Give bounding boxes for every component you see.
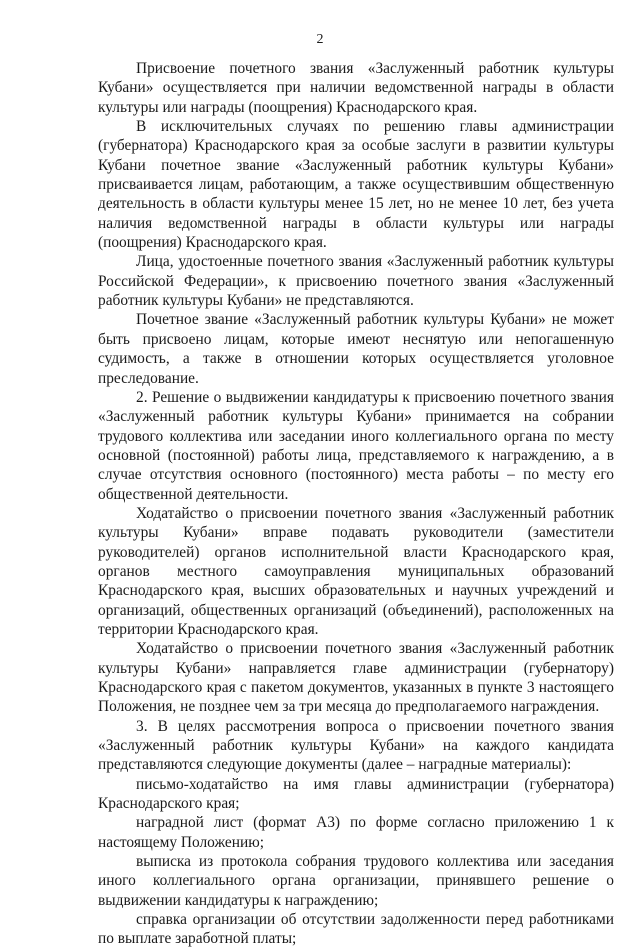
paragraph-award-condition: Присвоение почетного звания «Заслуженный работник культуры Кубани» осуществляется при наличии ведомственной награды в области культуры или награды (поощрения) Краснодарского края. — [98, 60, 614, 116]
document-body — [98, 59, 614, 949]
paragraph-rf-title-holders: Лица, удостоенные почетного звания «Заслуженный работник культуры Российской Федерации», к присвоению почетного звания «Заслуженный работник культуры Кубани» не представляются. — [98, 253, 614, 310]
list-item-petition-letter: письмо-ходатайство на имя главы администрации (губернатора) Краснодарского края; — [98, 775, 614, 813]
paragraph-section-3-documents: 3. В целях рассмотрения вопроса о присвоении почетного звания «Заслуженный работник культуры Кубани» на каждого кандидата представляются следующие документы (далее – наградные материалы): — [98, 717, 614, 774]
paragraph-petition-submitters: Ходатайство о присвоении почетного звания «Заслуженный работник культуры Кубани» вправе подавать руководители (заместители руководителей) органов исполнительной власти Краснодарского края, органов местного самоуправления муниципальных образований Краснодарского края, высших образовательных и научных учреждений и организаций, общественных организаций (объединений), расположенных на территории Краснодарского края. — [98, 504, 614, 638]
paragraph-section-2-nomination: 2. Решение о выдвижении кандидатуры к присвоению почетного звания «Заслуженный работник культуры Кубани» принимается на собрании трудового коллектива или заседании иного коллегиального органа по месту основной (постоянной) работы лица, представляемого к награждению, а в случае отсутствия основного (постоянного) места работы – по месту его общественной деятельности. — [98, 388, 614, 503]
paragraph-petition-deadline: Ходатайство о присвоении почетного звания «Заслуженный работник культуры Кубани» направляется главе администрации (губернатору) Краснодарского края с пакетом документов, указанных в пункте 3 настоящего Положения, не позднее чем за три месяца до предполагаемого награждения. — [98, 640, 614, 716]
paragraph-exceptional-cases: В исключительных случаях по решению главы администрации (губернатора) Краснодарского края за особые заслуги в развитии культуры Кубани почетное звание «Заслуженный работник культуры Кубани» присваивается лицам, работающим, а также осуществившим общественную деятельность в области культуры менее 15 лет, но не менее 10 лет, без учета наличия ведомственной награды в области культуры или награды (поощрения) Краснодарского края. — [98, 118, 614, 252]
list-item-salary-certificate: справка организации об отсутствии задолженности перед работниками по выплате заработной платы; — [98, 911, 614, 948]
paragraph-criminal-record: Почетное звание «Заслуженный работник культуры Кубани» не может быть присвоено лицам, которые имеют неснятую или непогашенную судимость, а также в отношении которых осуществляется уголовное преследование. — [98, 311, 614, 387]
list-item-award-sheet: наградной лист (формат А3) по форме согласно приложению 1 к настоящему Положению; — [98, 814, 614, 851]
list-item-protocol-extract: выписка из протокола собрания трудового коллектива или заседания иного коллегиального органа организации, принявшего решение о выдвижении кандидатуры к награждению; — [98, 853, 614, 909]
page-number: 2 — [316, 32, 324, 47]
